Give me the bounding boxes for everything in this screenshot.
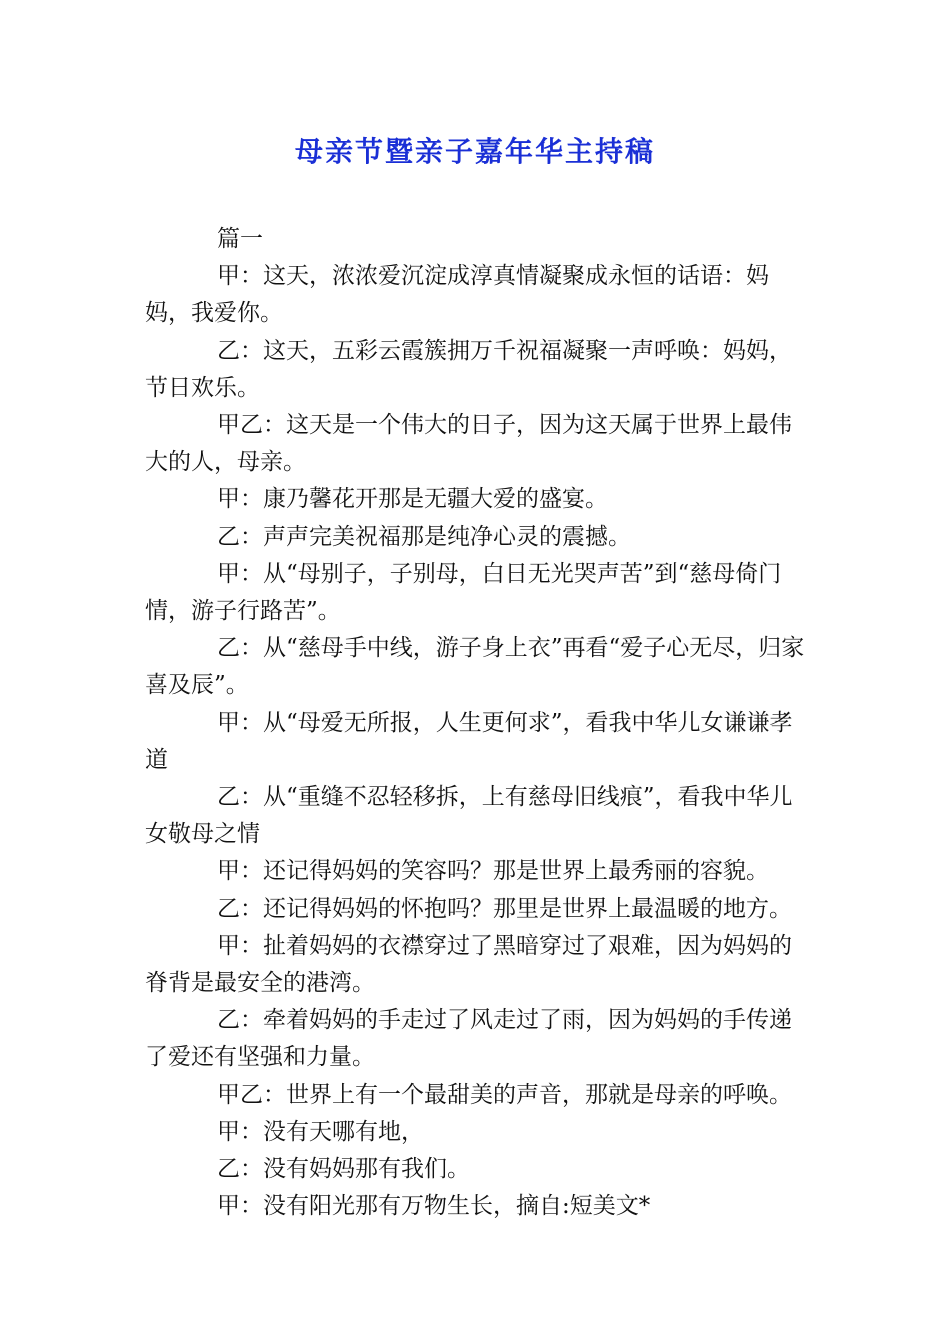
paragraph: 甲：康乃馨花开那是无疆大爱的盛宴。 bbox=[217, 486, 608, 513]
paragraph: 乙：还记得妈妈的怀抱吗？那里是世界上最温暖的地方。 bbox=[217, 895, 792, 922]
paragraph: 乙：牵着妈妈的手走过了风走过了雨，因为妈妈的手传递了爱还有坚强和力量。 bbox=[145, 1007, 792, 1071]
paragraph: 甲：从“母别子，子别母，白日无光哭声苦”到“慈母倚门情，游子行路苦”。 bbox=[145, 560, 782, 625]
paragraph: 甲：没有阳光那有万物生长，摘自:短美文* bbox=[217, 1193, 651, 1220]
paragraph: 乙：声声完美祝福那是纯净心灵的震撼。 bbox=[217, 523, 631, 550]
paragraph: 乙：这天，五彩云霞簇拥万千祝福凝聚一声呼唤：妈妈，节日欢乐。 bbox=[145, 337, 792, 401]
paragraph: 甲乙：世界上有一个最甜美的声音，那就是母亲的呼唤。 bbox=[217, 1081, 792, 1108]
paragraph: 甲：这天，浓浓爱沉淀成淳真情凝聚成永恒的话语：妈妈，我爱你。 bbox=[145, 263, 769, 327]
document-body bbox=[145, 221, 810, 1225]
paragraph: 篇一 bbox=[217, 226, 263, 252]
paragraph: 甲乙：这天是一个伟大的日子，因为这天属于世界上最伟大的人，母亲。 bbox=[145, 412, 792, 476]
paragraph: 乙：从“慈母手中线，游子身上衣”再看“爱子心无尽，归家喜及辰”。 bbox=[145, 635, 805, 699]
paragraph: 甲：没有天哪有地， bbox=[217, 1118, 424, 1145]
paragraph: 乙：没有妈妈那有我们。 bbox=[217, 1156, 470, 1183]
paragraph: 甲：还记得妈妈的笑容吗？那是世界上最秀丽的容貌。 bbox=[217, 858, 769, 885]
document-title: 母亲节暨亲子嘉年华主持稿 bbox=[294, 135, 655, 168]
paragraph: 乙：从“重缝不忍轻移拆，上有慈母旧线痕”，看我中华儿女敬母之情 bbox=[145, 784, 793, 848]
paragraph: 甲：扯着妈妈的衣襟穿过了黑暗穿过了艰难，因为妈妈的脊背是最安全的港湾。 bbox=[145, 932, 792, 997]
paragraph: 甲：从“母爱无所报，人生更何求”，看我中华儿女谦谦孝道 bbox=[145, 709, 793, 773]
